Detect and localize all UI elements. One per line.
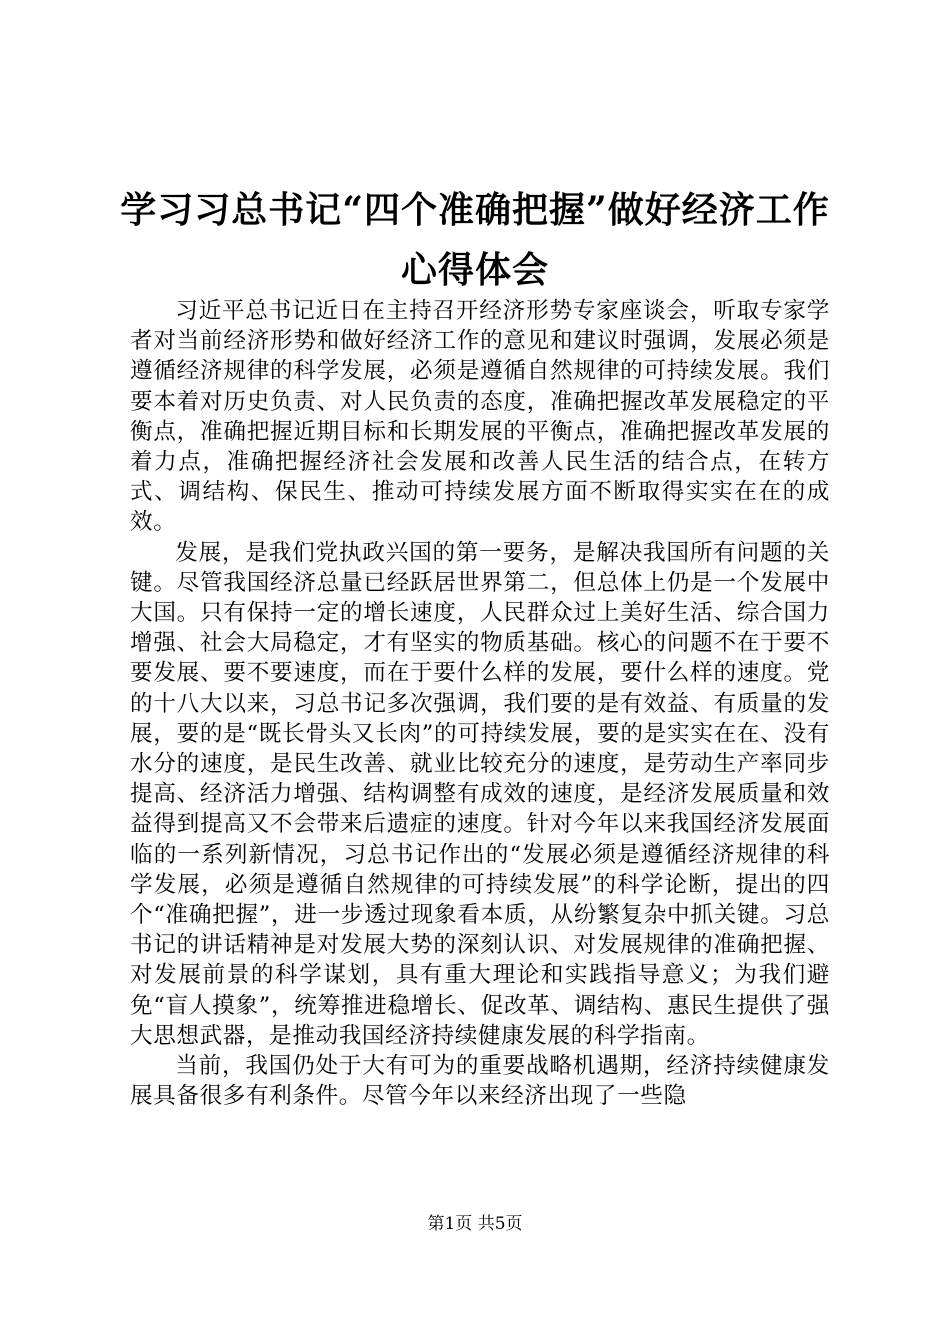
page-number-footer: 第1页 共5页 [427, 1214, 523, 1234]
body-paragraph-3: 当前，我国仍处于大有可为的重要战略机遇期，经济持续健康发展具备很多有利条件。尽管今年以来经济出现了一些隐 [130, 1053, 830, 1110]
document-title-line-2: 心得体会 [400, 249, 549, 291]
document-title-line-1: 学习习总书记“四个准确把握”做好经济工作 [120, 189, 830, 231]
body-paragraph-1: 习近平总书记近日在主持召开经济形势专家座谈会，听取专家学者对当前经济形势和做好经济工作的意见和建议时强调，发展必须是遵循经济规律的科学发展，必须是遵循自然规律的可持续发展。我们要本着对历史负责、对人民负责的态度，准确把握改革发展稳定的平衡点，准确把握近期目标和长期发展的平衡点，准确把握改革发展的着力点，准确把握经济社会发展和改善人民生活的结合点，在转方式、调结构、保民生、推动可持续发展方面不断取得实实在在的成效。 [130, 298, 830, 536]
document-body [130, 296, 830, 1111]
body-paragraph-2: 发展，是我们党执政兴国的第一要务，是解决我国所有问题的关键。尽管我国经济总量已经跃居世界第二，但总体上仍是一个发展中大国。只有保持一定的增长速度，人民群众过上美好生活、综合国力增强、社会大局稳定，才有坚实的物质基础。核心的问题不在于要不要发展、要不要速度，而在于要什么样的发展，要什么样的速度。党的十八大以来，习总书记多次强调，我们要的是有效益、有质量的发展，要的是“既长骨头又长肉”的可持续发展，要的是实实在在、没有水分的速度，是民生改善、就业比较充分的速度，是劳动生产率同步提高、经济活力增强、结构调整有成效的速度，是经济发展质量和效益得到提高又不会带来后遗症的速度。针对今年以来我国经济发展面临的一系列新情况，习总书记作出的“发展必须是遵循经济规律的科学发展，必须是遵循自然规律的可持续发展”的科学论断，提出的四个“准确把握”，进一步透过现象看本质，从纷繁复杂中抓关键。习总书记的讲话精神是对发展大势的深刻认识、对发展规律的准确把握、对发展前景的科学谋划，具有重大理论和实践指导意义；为我们避免“盲人摸象”，统筹推进稳增长、促改革、调结构、惠民生提供了强大思想武器，是推动我国经济持续健康发展的科学指南。 [130, 539, 830, 1049]
